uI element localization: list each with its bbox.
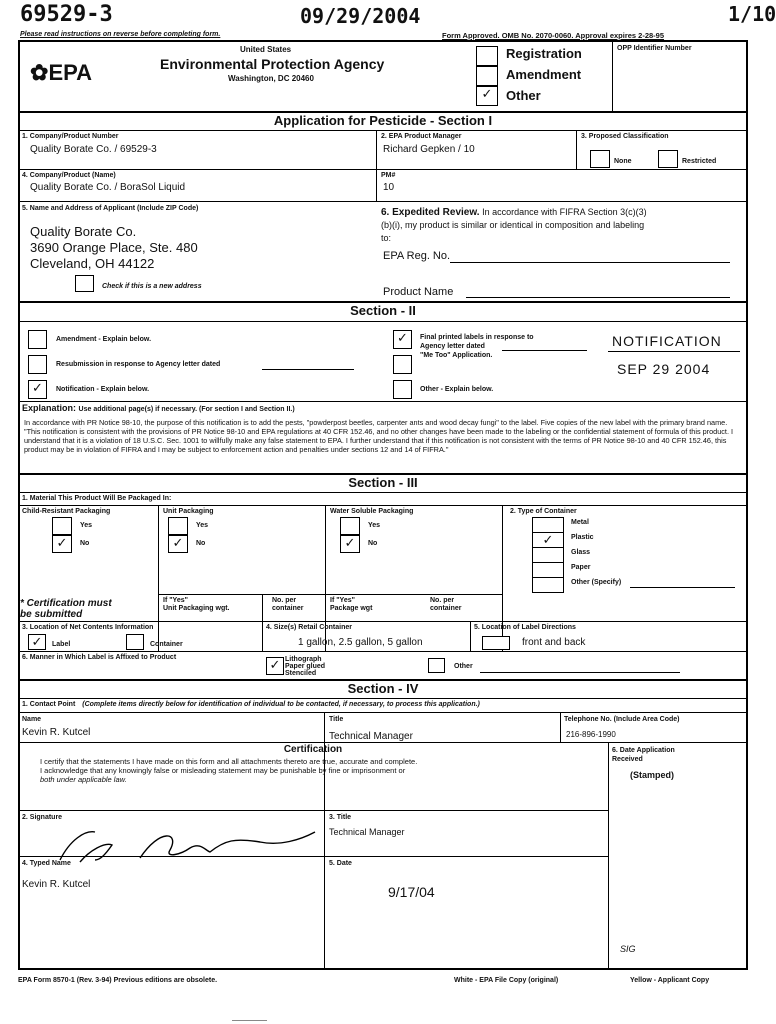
container-option: Container (150, 641, 183, 648)
certification-note-line-2: be submitted (20, 609, 83, 620)
expedited-review-text-1: In accordance with FIFRA Section 3(c)(3) (482, 207, 647, 217)
contact-name-label: Name (22, 716, 42, 723)
handwritten-ref-number: 69529-3 (20, 2, 113, 27)
final-labels-checkbox[interactable]: ✓ (393, 330, 412, 349)
pm-number-label: PM# (381, 172, 396, 179)
stenciled-label: Stenciled (285, 670, 317, 677)
resubmission-label: Resubmission in response to Agency letter dated (56, 361, 221, 368)
expedited-review (381, 206, 743, 245)
initials-mark: SIG (620, 944, 636, 954)
me-too-label: "Me Too" Application. (420, 352, 493, 359)
glass-label: Glass (571, 549, 591, 556)
unit-if-yes-text: If "Yes" (163, 597, 188, 604)
resubmission-checkbox[interactable] (28, 355, 47, 374)
expedited-review-title: 6. Expedited Review. (381, 207, 480, 218)
other-explain-checkbox[interactable] (393, 380, 412, 399)
explanation-label: Explanation: (22, 403, 77, 413)
certification-text-1: I certify that the statements I have made on this form and all attachments thereto are true, accurate and complete. (40, 757, 418, 766)
unit-if-yes (163, 597, 230, 613)
restricted-checkbox[interactable] (658, 150, 678, 168)
child-resistant-label: Child-Resistant Packaging (22, 508, 111, 515)
date-application-label: 6. Date Application (612, 747, 675, 754)
signer-title: Technical Manager (329, 827, 405, 837)
child-resistant-no-label: No (80, 540, 90, 547)
address-line-2: 3690 Orange Place, Ste. 480 (30, 240, 198, 255)
unit-no-per-container (272, 597, 304, 613)
epa-logo: ✿EPA (30, 60, 93, 85)
other-specify-label: Other (Specify) (571, 579, 622, 586)
united-states: United States (240, 45, 292, 54)
date-application-received (612, 746, 675, 764)
unit-packaging-no-label: No (196, 540, 206, 547)
epa-flower-icon: ✿ (30, 60, 49, 85)
none-checkbox[interactable] (590, 150, 610, 168)
certification-text-2: I acknowledge that any knowingly false or misleading statement may be punishable by fine or imprisonment or (40, 766, 406, 775)
retail-container-sizes-label: 4. Size(s) Retail Container (266, 624, 352, 631)
agency-city: Washington, DC 20460 (228, 74, 314, 83)
lithograph-label: Lithograph (285, 656, 322, 663)
instructions-note: Please read instructions on reverse before completing form. (20, 31, 221, 38)
child-resistant-no-checkbox[interactable]: ✓ (52, 535, 72, 553)
label-directions-location-label: 5. Location of Label Directions (474, 624, 576, 631)
proposed-classification-label: 3. Proposed Classification (581, 133, 669, 140)
package-wgt-label: Package wgt (330, 605, 373, 612)
explanation-body: In accordance with PR Notice 98-10, the purpose of this notification is to add the pests, "powderpost beetles, carpenter ants and wood decay fungi" to the label. Five copies of the new label with the primary brand name. "This notification is consistent with the provisions of PR Notice 98-10 and EPA regulations at 40 CFR 152.46, and no other changes have been made to the labeling or the confidential statement of formula of this product. I understand that it is a violation of 18 U.S.C. Sec. 1001 to willfully make any false statement to EPA. I further understand that if this notification is not consistent with the terms of PR Notice 98-10 and 40 CFR 152.46, this product may be in violation of FIFRA and I may be subject to enforcement action and penalties under sections 12 and 14 of FIFRA." (24, 418, 734, 454)
certification-text (40, 757, 606, 784)
product-manager: Richard Gepken / 10 (383, 144, 475, 155)
child-resistant-yes-checkbox[interactable] (52, 517, 72, 535)
metal-label: Metal (571, 519, 589, 526)
label-directions-box (482, 636, 510, 650)
unit-packaging-label: Unit Packaging (163, 508, 214, 515)
final-labels-text-1: Final printed labels in response to (420, 334, 534, 341)
section-3-title: Section - III (348, 475, 418, 490)
expedited-review-text-2: (b)(i), my product is similar or identical in composition and labeling (381, 220, 645, 230)
product-name-label: Product Name (383, 286, 454, 298)
retail-container-sizes: 1 gallon, 2.5 gallon, 5 gallon (298, 637, 423, 648)
metal-checkbox[interactable] (532, 517, 564, 533)
lithograph-checkbox[interactable]: ✓ (266, 657, 284, 675)
new-address-label: Check if this is a new address (102, 283, 202, 290)
registration-checkbox[interactable] (476, 46, 498, 66)
unit-packaging-no-checkbox[interactable]: ✓ (168, 535, 188, 553)
unit-no-per-label: No. per (272, 597, 297, 604)
company-product-number-label: 1. Company/Product Number (22, 133, 119, 140)
omb-approval: Form Approved. OMB No. 2070-0060. Approval expires 2-28-95 (442, 31, 665, 40)
contact-title-label: Title (329, 716, 344, 723)
glass-checkbox[interactable] (532, 547, 564, 563)
address-line-1: Quality Borate Co. (30, 224, 137, 239)
unit-packaging-yes-label: Yes (196, 522, 209, 529)
label-affixed-manner-label: 6. Manner in Which Label is Affixed to Product (22, 654, 177, 661)
contact-title: Technical Manager (329, 731, 413, 742)
address-line-3: Cleveland, OH 44122 (30, 256, 155, 271)
signature-date-label: 5. Date (329, 860, 352, 867)
type-of-container-label: 2. Type of Container (510, 508, 577, 515)
water-if-yes-text: If "Yes" (330, 597, 355, 604)
container-checkbox[interactable] (126, 634, 144, 650)
material-label: 1. Material This Product Will Be Packaged In: (22, 495, 172, 502)
telephone-number: 216-896-1990 (566, 730, 616, 739)
final-labels-label (420, 333, 534, 360)
amendment-label: Amendment (506, 67, 582, 82)
explanation-hint: Use additional page(s) if necessary. (For section I and Section II.) (78, 406, 295, 413)
amendment-explain-label: Amendment - Explain below. (56, 336, 152, 343)
epa-reg-no-label: EPA Reg. No. (383, 250, 451, 262)
section-4-title: Section - IV (347, 681, 419, 696)
unit-packaging-wgt-label: Unit Packaging wgt. (163, 605, 230, 612)
certification-note-line-1: * Certification must (20, 598, 112, 609)
notification-checkbox[interactable]: ✓ (28, 380, 47, 399)
unit-packaging-yes-checkbox[interactable] (168, 517, 188, 535)
handwritten-date: 09/29/2004 (300, 4, 421, 28)
opp-identifier-label: OPP Identifier Number (617, 45, 692, 52)
applicant-address-label: 5. Name and Address of Applicant (Include ZIP Code) (22, 205, 199, 212)
explanation-header (22, 403, 295, 413)
water-soluble-yes-label: Yes (368, 522, 381, 529)
stamped-label: (Stamped) (630, 770, 675, 780)
contact-point-hint: (Complete items directly below for identification of individual to be contacted, if necessary, to process this application.) (82, 701, 480, 708)
agency-name: Environmental Protection Agency (160, 56, 385, 72)
section-1-title: Application for Pesticide - Section I (273, 113, 493, 128)
new-address-checkbox[interactable] (75, 275, 94, 292)
received-date-stamp: SEP 29 2004 (617, 361, 711, 377)
child-resistant-yes-label: Yes (80, 522, 93, 529)
notification-label: Notification - Explain below. (56, 386, 150, 393)
me-too-checkbox[interactable] (393, 355, 412, 374)
white-copy-label: White - EPA File Copy (original) (454, 977, 559, 984)
label-option: Label (52, 641, 71, 648)
plastic-checkbox[interactable]: ✓ (532, 532, 564, 548)
company-product-name-label: 4. Company/Product (Name) (22, 172, 116, 179)
company-product-number: Quality Borate Co. / 69529-3 (30, 144, 157, 155)
other-affixed-label: Other (454, 663, 473, 670)
water-soluble-no-checkbox[interactable]: ✓ (340, 535, 360, 553)
handwritten-page-number: 1/10 (728, 2, 776, 26)
contact-point-label: 1. Contact Point (22, 701, 76, 708)
water-no-per-label: No. per (430, 597, 455, 604)
water-container-label: container (430, 605, 462, 612)
notification-stamp: NOTIFICATION (612, 333, 722, 349)
expedited-review-text-3: to: (381, 233, 392, 243)
certification-text-3: both under applicable law. (40, 775, 127, 784)
none-label: None (614, 158, 632, 165)
label-checkbox[interactable]: ✓ (28, 634, 46, 650)
water-soluble-label: Water Soluble Packaging (330, 508, 414, 515)
paper-checkbox[interactable] (532, 562, 564, 578)
signature-date: 9/17/04 (388, 884, 435, 900)
signer-title-label: 3. Title (329, 814, 352, 821)
other-explain-label: Other - Explain below. (420, 386, 494, 393)
other-container-checkbox[interactable] (532, 577, 564, 593)
date-received-label: Received (612, 756, 643, 763)
other-affixed-checkbox[interactable] (428, 658, 445, 673)
applicant-address (30, 224, 198, 272)
other-checkbox[interactable]: ✓ (476, 86, 498, 106)
plastic-label: Plastic (571, 534, 594, 541)
yellow-copy-label: Yellow - Applicant Copy (630, 977, 710, 984)
unit-container-label: container (272, 605, 304, 612)
affixed-methods (285, 656, 325, 677)
typed-name-label: 4. Typed Name (22, 860, 71, 867)
water-soluble-no-label: No (368, 540, 378, 547)
amendment-checkbox[interactable] (476, 66, 498, 86)
registration-label: Registration (506, 46, 582, 61)
section-2-title: Section - II (350, 303, 416, 318)
label-directions-location: front and back (522, 637, 586, 648)
water-if-yes (330, 597, 372, 613)
amendment-explain-checkbox[interactable] (28, 330, 47, 349)
company-product-name: Quality Borate Co. / BoraSol Liquid (30, 182, 186, 193)
paper-label: Paper (571, 564, 591, 571)
typed-name: Kevin R. Kutcel (22, 879, 91, 890)
paper-glued-label: Paper glued (285, 663, 326, 670)
other-label: Other (506, 88, 541, 103)
final-labels-text-2: Agency letter dated (420, 343, 485, 350)
certification-title: Certification (283, 744, 343, 755)
restricted-label: Restricted (682, 158, 717, 165)
form-number: EPA Form 8570-1 (Rev. 3-94) Previous editions are obsolete. (18, 977, 218, 984)
water-no-per-container (430, 597, 462, 613)
contact-point-header (22, 701, 480, 708)
contact-name: Kevin R. Kutcel (22, 727, 91, 738)
certification-note (20, 598, 112, 620)
signature-label: 2. Signature (22, 814, 63, 821)
signature-scribble (50, 820, 330, 868)
net-contents-location-label: 3. Location of Net Contents Information (22, 624, 154, 631)
product-manager-label: 2. EPA Product Manager (381, 133, 462, 140)
pm-number: 10 (383, 182, 395, 193)
water-soluble-yes-checkbox[interactable] (340, 517, 360, 535)
telephone-label: Telephone No. (Include Area Code) (564, 716, 680, 723)
